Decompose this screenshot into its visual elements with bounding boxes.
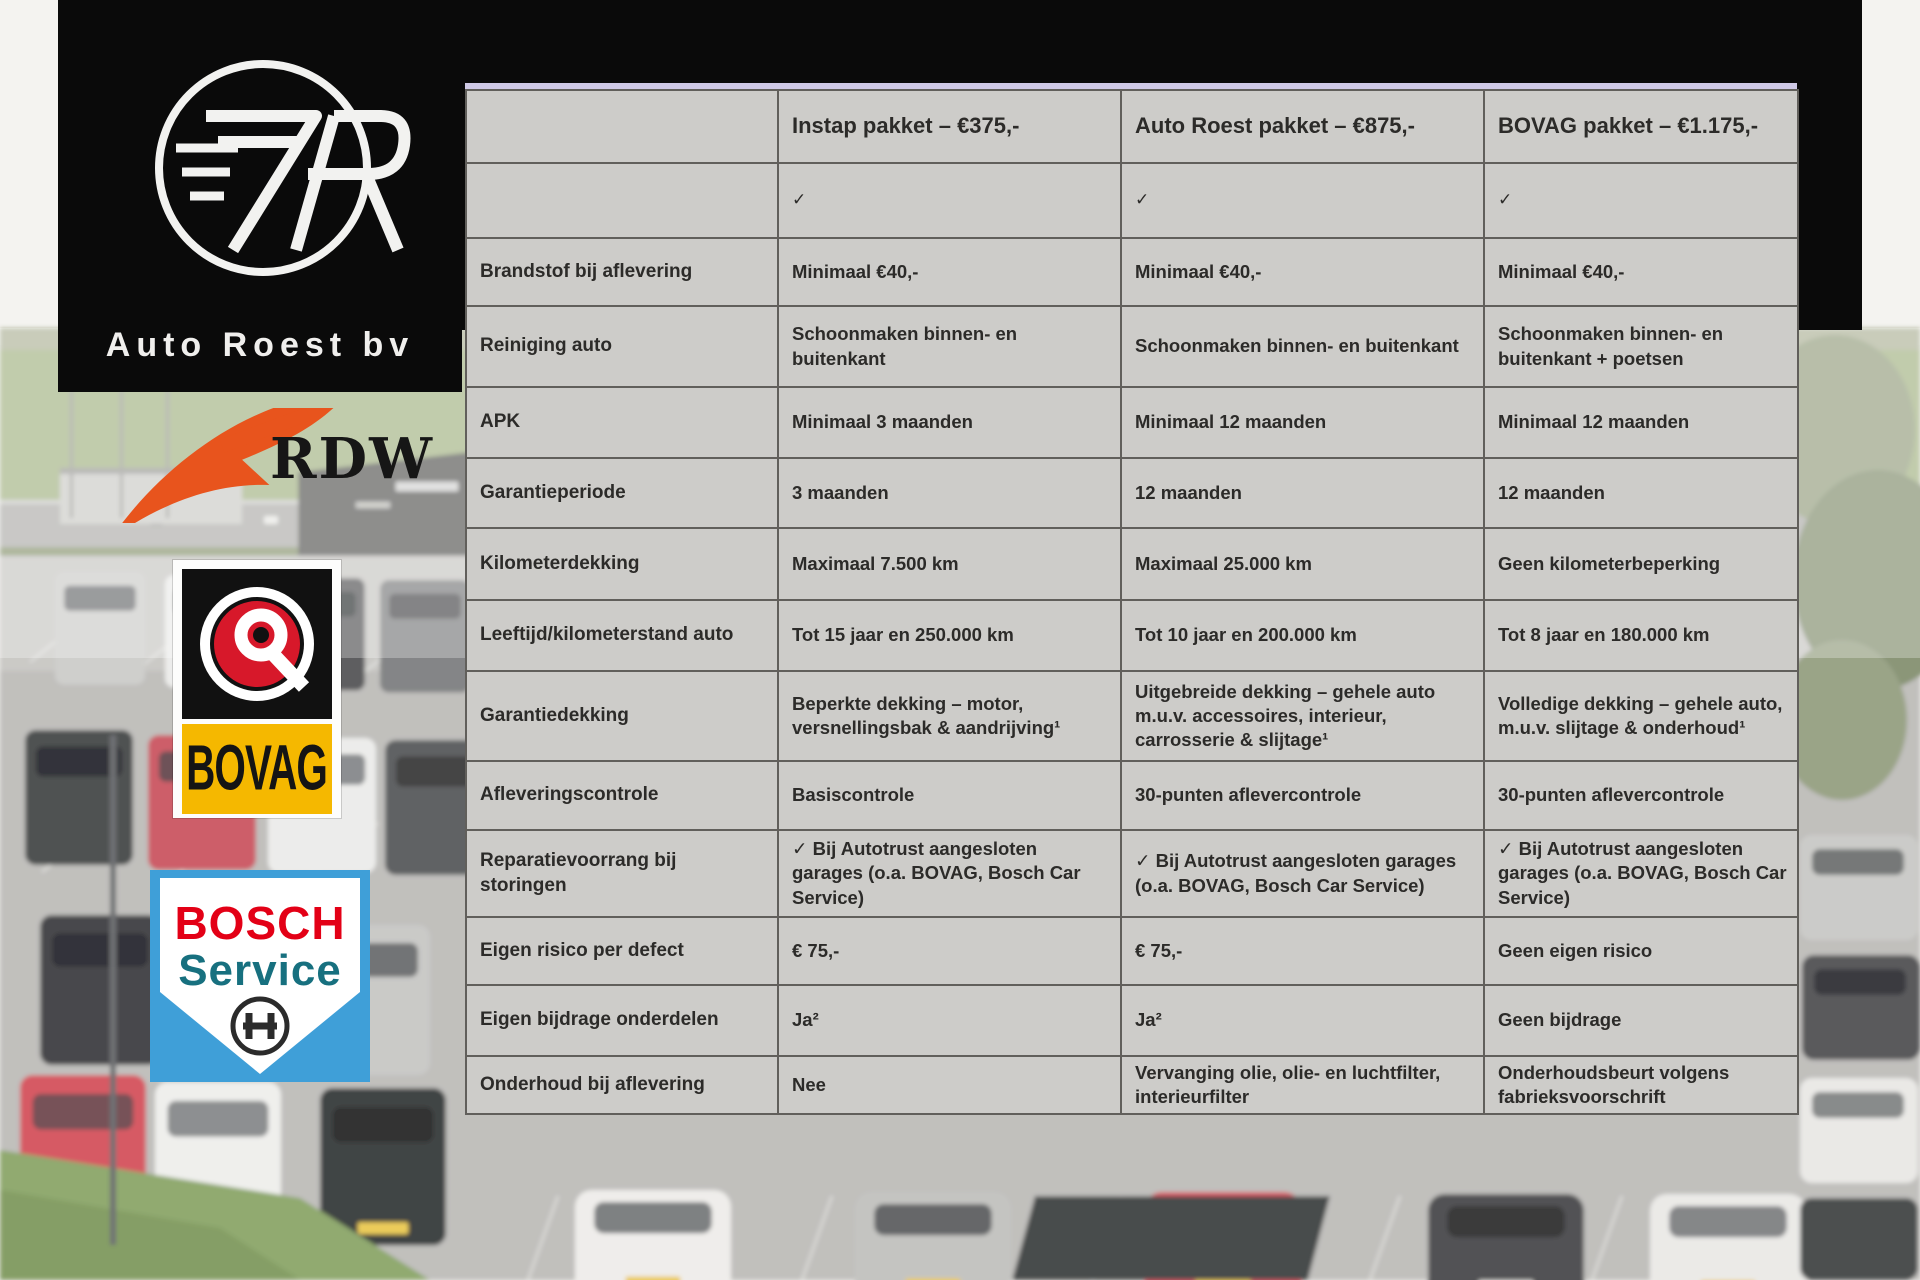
table-cell: 12 maanden [1484,458,1798,528]
table-cell: Vervanging olie, olie- en luchtfilter, interieurfilter [1121,1056,1484,1114]
row-garantieperiode [466,458,1798,528]
table-cell: 30-punten aflevercontrole [1484,761,1798,830]
auto-roest-7r-monogram-icon [58,0,462,320]
header-row [466,90,1798,163]
table-cell: Onderhoudsbeurt volgens fabrieksvoorschrift [1484,1056,1798,1114]
header-empty [466,90,778,163]
table-cell: ✓ Bij Autotrust aangesloten garages (o.a. BOVAG, Bosch Car Service) [778,830,1121,917]
row-label: Afleveringscontrole [466,761,778,830]
dealer-name: Auto Roest bv [105,326,415,364]
rdw-logo [92,408,434,523]
row-label: APK [466,387,778,458]
row-label: Brandstof bij aflevering [466,238,778,306]
table-cell: Beperkte dekking – motor, versnellingsbak & aandrijving¹ [778,671,1121,761]
row-reiniging [466,306,1798,387]
row-apk [466,387,1798,458]
bosch-service-wordmark: Service [178,946,342,995]
package-comparison-table [465,83,1797,1115]
table-cell: Minimaal €40,- [1121,238,1484,306]
row-brandstof [466,238,1798,306]
table-cell: Basiscontrole [778,761,1121,830]
table-cell: ✓ Bij Autotrust aangesloten garages (o.a. BOVAG, Bosch Car Service) [1484,830,1798,917]
table-cell: Ja² [778,985,1121,1056]
table-cell: Tot 8 jaar en 180.000 km [1484,600,1798,671]
table-cell: Minimaal €40,- [778,238,1121,306]
table-cell: Schoonmaken binnen- en buitenkant + poetsen [1484,306,1798,387]
table-cell: € 75,- [778,917,1121,985]
table-cell: Schoonmaken binnen- en buitenkant [1121,306,1484,387]
row-included-check [466,163,1798,238]
row-eigen-risico [466,917,1798,985]
table-cell: 3 maanden [778,458,1121,528]
bovag-wordmark: BOVAG [186,732,328,804]
row-label: Reparatievoorrang bij storingen [466,830,778,917]
row-label: Onderhoud bij aflevering [466,1056,778,1114]
row-label: Garantieperiode [466,458,778,528]
row-onderhoud [466,1056,1798,1114]
auto-roest-logo [58,0,462,392]
table-cell: Geen bijdrage [1484,985,1798,1056]
table-cell: Ja² [1121,985,1484,1056]
rdw-wordmark: RDW [270,426,434,492]
column-header-auto-roest-pakket: Auto Roest pakket – €875,- [1121,90,1484,163]
row-label: Eigen risico per defect [466,917,778,985]
table-cell: Minimaal 3 maanden [778,387,1121,458]
bovag-logo [173,560,341,818]
row-garantiedekking [466,671,1798,761]
bovag-wordmark-banner [182,724,332,814]
table-cell: Geen kilometerbeperking [1484,528,1798,600]
row-afleveringscontrole [466,761,1798,830]
table-cell: € 75,- [1121,917,1484,985]
table-cell: Minimaal 12 maanden [1121,387,1484,458]
table-cell: Minimaal €40,- [1484,238,1798,306]
checkmark: ✓ [778,163,1121,238]
row-reparatievoorrang [466,830,1798,917]
table-cell: 12 maanden [1121,458,1484,528]
table-cell: ✓ Bij Autotrust aangesloten garages (o.a. BOVAG, Bosch Car Service) [1121,830,1484,917]
row-leeftijd-kilometerstand [466,600,1798,671]
table-cell: Minimaal 12 maanden [1484,387,1798,458]
checkmark: ✓ [1484,163,1798,238]
table-cell: Nee [778,1056,1121,1114]
table-cell: Geen eigen risico [1484,917,1798,985]
table-cell: Maximaal 7.500 km [778,528,1121,600]
row-label: Eigen bijdrage onderdelen [466,985,778,1056]
column-header-instap-pakket: Instap pakket – €375,- [778,90,1121,163]
table-cell: Maximaal 25.000 km [1121,528,1484,600]
checkmark: ✓ [1121,163,1484,238]
row-label: Kilometerdekking [466,528,778,600]
table-cell: Uitgebreide dekking – gehele auto m.u.v. accessoires, interieur, carrosserie & slijtage¹ [1121,671,1484,761]
bovag-disc-key-icon [182,569,332,719]
bosch-service-logo [150,870,370,1082]
table-cell: Tot 15 jaar en 250.000 km [778,600,1121,671]
row-kilometerdekking [466,528,1798,600]
table-cell: Tot 10 jaar en 200.000 km [1121,600,1484,671]
column-header-bovag-pakket: BOVAG pakket – €1.175,- [1484,90,1798,163]
table-cell: Schoonmaken binnen- en buitenkant [778,306,1121,387]
row-label: Reiniging auto [466,306,778,387]
table-cell: Volledige dekking – gehele auto, m.u.v. slijtage & onderhoud¹ [1484,671,1798,761]
row-label: Garantiedekking [466,671,778,761]
bosch-wordmark: BOSCH [174,897,346,949]
row-label [466,163,778,238]
row-label: Leeftijd/kilometerstand auto [466,600,778,671]
table-cell: 30-punten aflevercontrole [1121,761,1484,830]
row-eigen-bijdrage [466,985,1798,1056]
